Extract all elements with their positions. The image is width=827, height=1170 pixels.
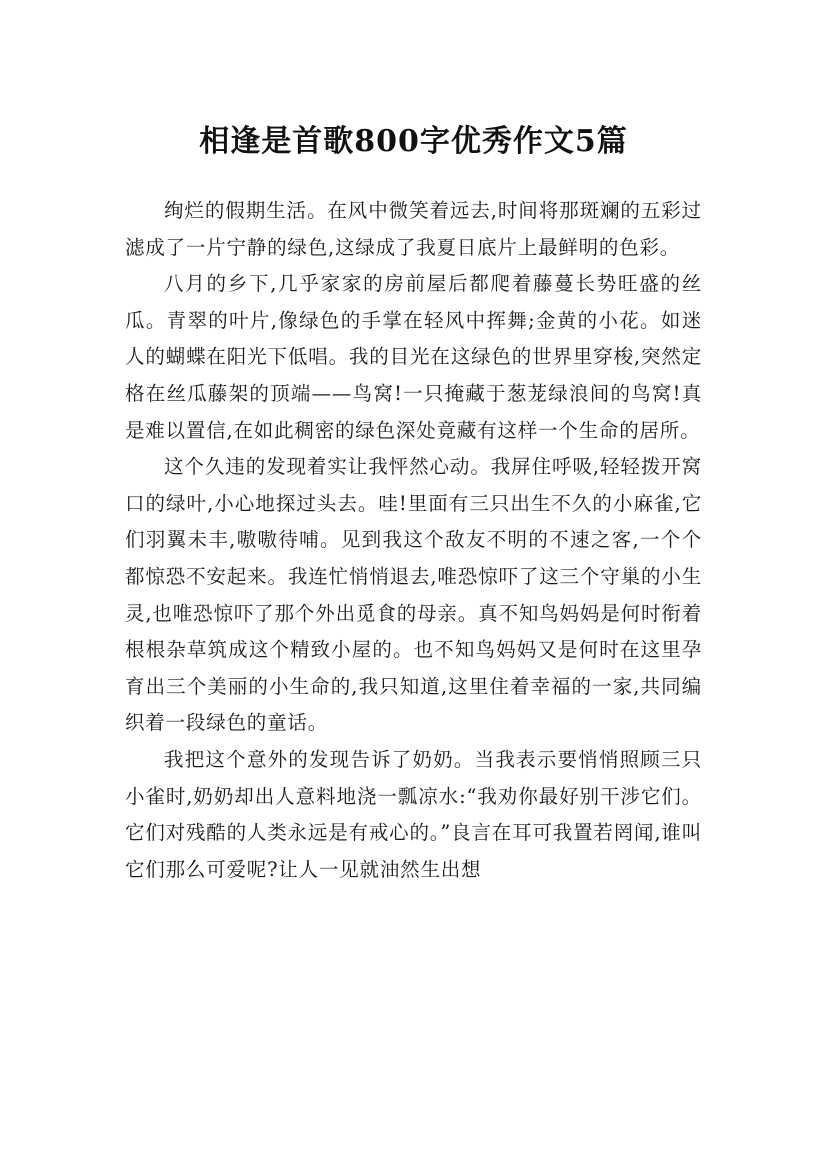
document-title: 相逢是首歌800字优秀作文5篇 <box>199 124 628 160</box>
paragraph-4: 我把这个意外的发现告诉了奶奶。当我表示要悄悄照顾三只小雀时,奶奶却出人意料地浇一瓢凉水:“我劝你最好别干涉它们。它们对残酷的人类永远是有戒心的。”良言在耳可我置若罔闻,谁叫它们那么可爱呢?让人一见就油然生出想 <box>125 747 702 881</box>
paragraph-1: 绚烂的假期生活。在风中微笑着远去,时间将那斑斓的五彩过滤成了一片宁静的绿色,这绿成了我夏日底片上最鲜明的色彩。 <box>125 199 702 259</box>
paragraph-3: 这个久违的发现着实让我怦然心动。我屏住呼吸,轻轻拨开窝口的绿叶,小心地探过头去。哇!里面有三只出生不久的小麻雀,它们羽翼未丰,嗷嗷待哺。见到我这个敌友不明的不速之客,一个个都惊恐不安起来。我连忙悄悄退去,唯恐惊吓了这三个守巢的小生灵,也唯恐惊吓了那个外出觅食的母亲。真不知鸟妈妈是何时衔着根根杂草筑成这个精致小屋的。也不知鸟妈妈又是何时在这里孕育出三个美丽的小生命的,我只知道,这里住着幸福的一家,共同编织着一段绿色的童话。 <box>125 455 702 735</box>
paragraph-2: 八月的乡下,几乎家家的房前屋后都爬着藤蔓长势旺盛的丝瓜。青翠的叶片,像绿色的手掌在轻风中挥舞;金黄的小花。如迷人的蝴蝶在阳光下低唱。我的目光在这绿色的世界里穿梭,突然定格在丝瓜藤架的顶端——鸟窝!一只掩藏于葱茏绿浪间的鸟窝!真是难以置信,在如此稠密的绿色深处竟藏有这样一个生命的居所。 <box>125 272 702 442</box>
document-body <box>125 193 702 888</box>
